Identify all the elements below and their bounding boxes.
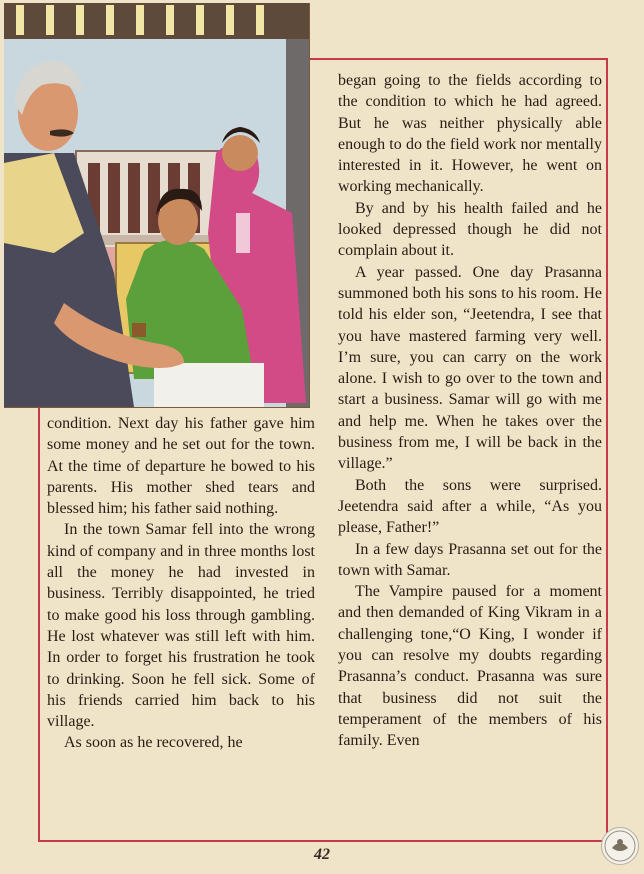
story-illustration: [4, 3, 310, 408]
right-text-column: [338, 70, 602, 752]
text-paragraph: The Vampire paused for a moment and then demanded of King Vikram in a challenging tone,“O King, I wonder if you can resolve my doubts regarding Prasanna’s conduct. Prasanna was sure that business did not suit the temperament of the members of his family. Even: [338, 583, 602, 750]
text-paragraph: began going to the fields according to the condition to which he had agreed. But he was neither physically able enough to do the field work nor mentally interested in it. However, he went on working mechanically.: [338, 72, 602, 196]
text-paragraph: In the town Samar fell into the wrong kind of company and in three months lost all the money he had invested in business. Terribly disappointed, he tried to make good his loss through gambling. He lost whatever was still left with him. In order to forget his frustration he took to drinking. Soon he fell sick. Some of his friends carried him back to his village.: [47, 521, 315, 731]
text-paragraph: As soon as he recovered, he: [64, 734, 243, 752]
text-paragraph: In a few days Prasanna set out for the town with Samar.: [338, 540, 602, 579]
text-paragraph: condition. Next day his father gave him some money and he set out for the town. At the time of departure he bowed to his parents. His mother shed tears and blessed him; his father said nothing.: [47, 415, 315, 518]
page-number: 42: [314, 846, 330, 863]
text-paragraph: By and by his health failed and he looked depressed though he did not complain about it.: [338, 199, 602, 260]
left-text-column: [47, 413, 315, 754]
text-paragraph: Both the sons were surprised. Jeetendra said after a while, “As you please, Father!”: [338, 476, 602, 537]
scanner-logo-icon: [601, 827, 639, 865]
text-paragraph: A year passed. One day Prasanna summoned both his sons to his room. He told his elder son, “Jeetendra, I see that you have mastered farming very well. I’m sure, you can carry on the work alone. I wish to go over to the town and start a business. Samar will go with me and help me. When he takes over the business from me, I will be back in the village.”: [338, 263, 602, 473]
